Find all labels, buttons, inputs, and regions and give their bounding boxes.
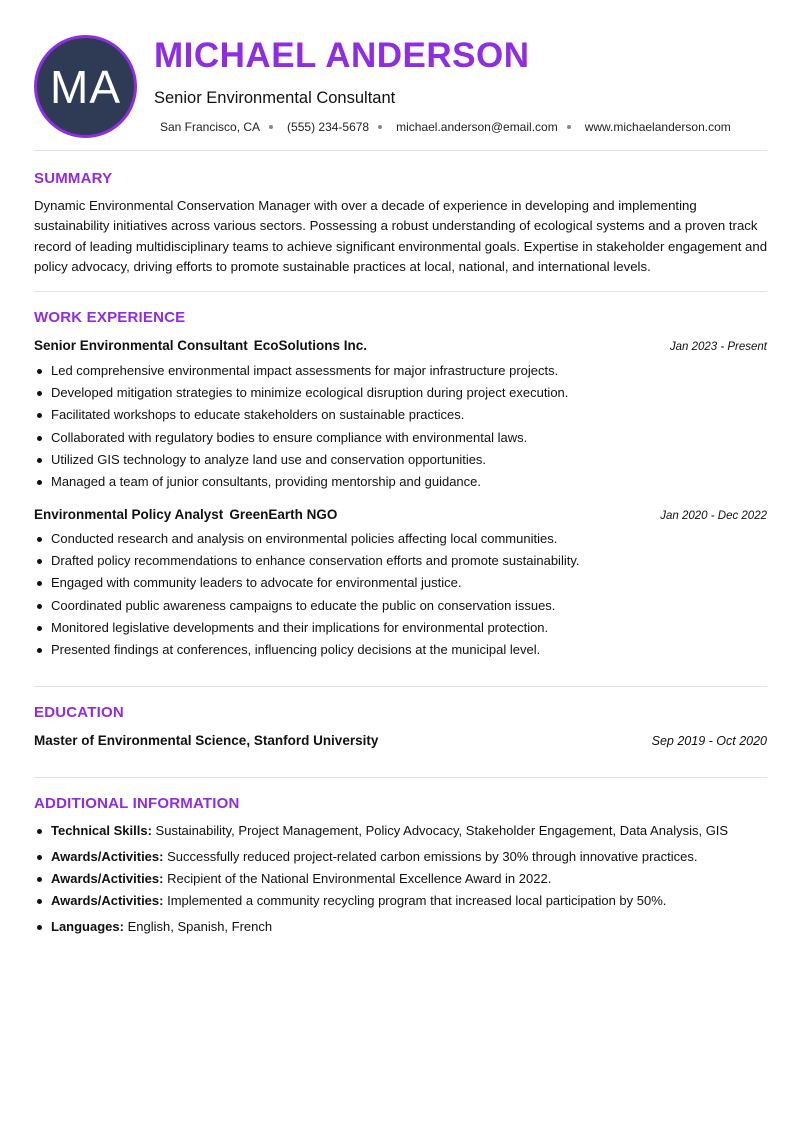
avatar (34, 35, 137, 138)
info-text: Sustainability, Project Management, Policy Advocacy, Stakeholder Engagement, Data Analysis, GIS (155, 823, 729, 838)
info-text: Implemented a community recycling program that increased local participation by 50%. (167, 893, 667, 908)
separator-dot (567, 125, 571, 129)
education-dates: Sep 2019 - Oct 2020 (651, 734, 767, 748)
job-header (34, 507, 767, 522)
list-item (51, 871, 551, 886)
separator-dot (378, 125, 382, 129)
list-item (51, 893, 666, 908)
job-bullets (51, 360, 568, 493)
contact-location: San Francisco, CA (160, 120, 261, 134)
info-text: Successfully reduced project-related carbon emissions by 30% through innovative practices. (167, 849, 698, 864)
list-item: Conducted research and analysis on environmental policies affecting local communities. (51, 528, 579, 550)
list-item: Drafted policy recommendations to enhance conservation efforts and promote sustainability. (51, 550, 579, 572)
job-title-line (34, 338, 367, 353)
job-dates: Jan 2023 - Present (669, 341, 767, 353)
list-item: Engaged with community leaders to advocate for environmental justice. (51, 572, 579, 594)
experience-heading: WORK EXPERIENCE (34, 309, 186, 326)
list-item: Collaborated with regulatory bodies to ensure compliance with environmental laws. (51, 427, 568, 449)
info-label: Awards/Activities: (51, 849, 164, 864)
list-item: Facilitated workshops to educate stakeholders on sustainable practices. (51, 404, 568, 426)
list-item (51, 823, 728, 838)
job-dates: Jan 2020 - Dec 2022 (660, 510, 767, 522)
contact-phone: (555) 234-5678 (287, 120, 370, 134)
list-item: Presented findings at conferences, influencing policy decisions at the municipal level. (51, 639, 579, 661)
info-label: Languages: (51, 919, 124, 934)
separator-dot (269, 125, 273, 129)
additional-heading: ADDITIONAL INFORMATION (34, 795, 240, 812)
info-text: English, Spanish, French (127, 919, 273, 934)
contact-email[interactable]: michael.anderson@email.com (396, 120, 558, 134)
info-text: Recipient of the National Environmental Excellence Award in 2022. (167, 871, 552, 886)
info-label: Awards/Activities: (51, 871, 164, 886)
contact-line (160, 120, 731, 134)
education-entry (34, 733, 767, 748)
list-item: Developed mitigation strategies to minimize ecological disruption during project execution. (51, 382, 568, 404)
summary-text: Dynamic Environmental Conservation Manager with over a decade of experience in developing and implementing sustainability initiatives across various sectors. Possessing a robust understanding of ecological systems and a proven track record of leading multidisciplinary teams to achieve significant environmental goals. Expertise in stakeholder engagement and policy advocacy, driving efforts to promote sustainable practices at local, national, and international levels. (34, 198, 768, 274)
list-item: Coordinated public awareness campaigns to educate the public on conservation issues. (51, 595, 579, 617)
list-item: Managed a team of junior consultants, providing mentorship and guidance. (51, 471, 568, 493)
candidate-title: Senior Environmental Consultant (154, 89, 396, 107)
summary-heading: SUMMARY (34, 170, 113, 187)
list-item (51, 849, 697, 864)
job-header (34, 338, 767, 353)
list-item (51, 919, 272, 934)
divider (34, 150, 767, 151)
list-item: Led comprehensive environmental impact assessments for major infrastructure projects. (51, 360, 568, 382)
info-label: Awards/Activities: (51, 893, 164, 908)
contact-website[interactable]: www.michaelanderson.com (584, 120, 731, 134)
divider (34, 686, 767, 687)
job-role: Environmental Policy Analyst (34, 507, 224, 522)
job-company: GreenEarth NGO (229, 507, 338, 522)
divider (34, 291, 767, 292)
avatar-initials: MA (50, 60, 121, 113)
candidate-name: MICHAEL ANDERSON (154, 36, 530, 75)
job-role: Senior Environmental Consultant (34, 338, 248, 353)
education-degree: Master of Environmental Science, Stanford University (34, 733, 379, 748)
divider (34, 777, 767, 778)
education-heading: EDUCATION (34, 704, 124, 721)
list-item: Monitored legislative developments and their implications for environmental protection. (51, 617, 579, 639)
job-bullets (51, 528, 579, 661)
info-label: Technical Skills: (51, 823, 152, 838)
job-title-line (34, 507, 337, 522)
job-company: EcoSolutions Inc. (253, 338, 368, 353)
list-item: Utilized GIS technology to analyze land use and conservation opportunities. (51, 449, 568, 471)
